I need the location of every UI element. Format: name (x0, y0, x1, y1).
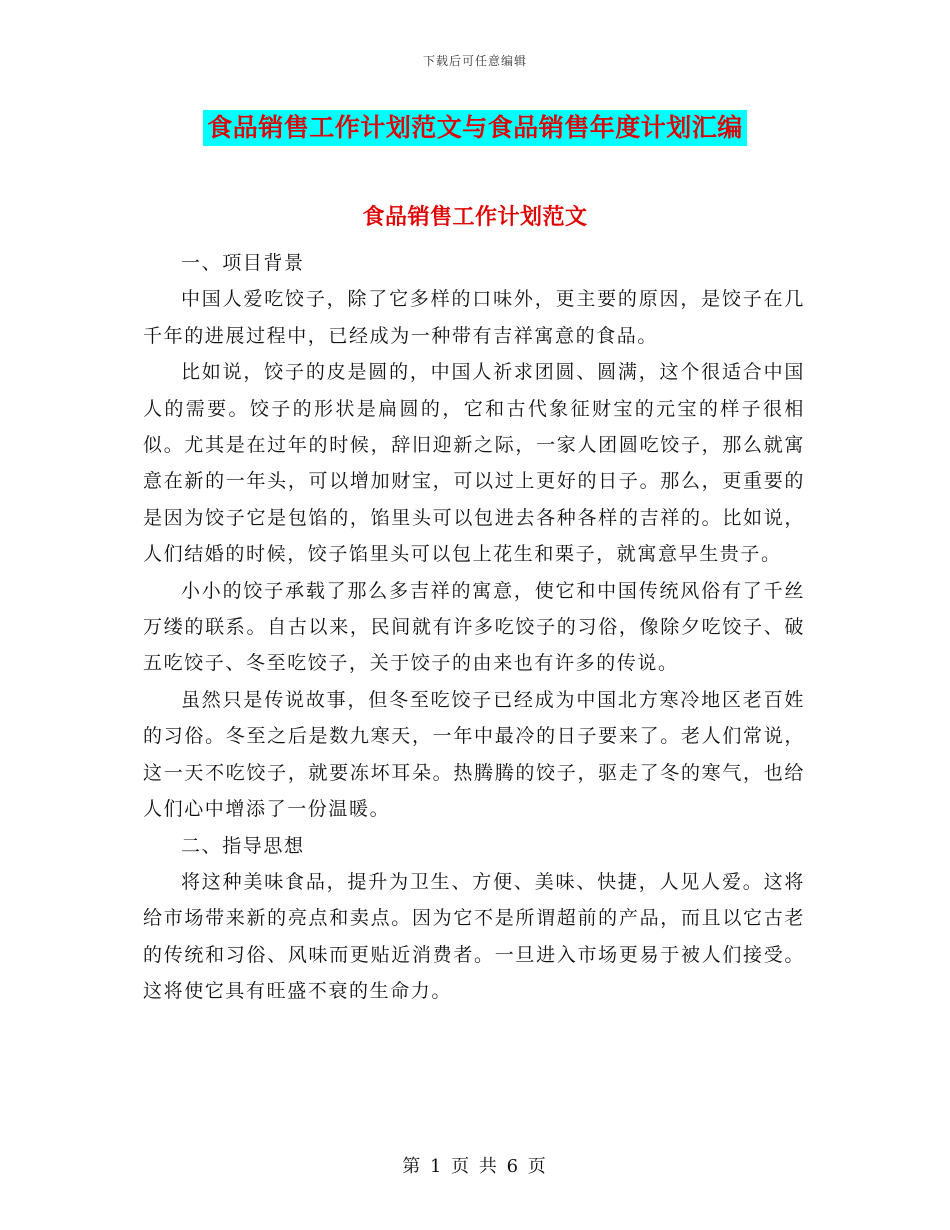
heading-guiding-ideology: 二、指导思想 (181, 834, 305, 857)
paragraph: 中国人爱吃饺子，除了它多样的口味外，更主要的原因，是饺子在几千年的进展过程中，已经成为一种带有吉祥寓意的食品。 (143, 288, 805, 347)
heading-project-background: 一、项目背景 (181, 252, 305, 274)
document-body (143, 245, 805, 1010)
paragraph: 将这种美味食品，提升为卫生、方便、美味、快捷，人见人爱。这将给市场带来新的亮点和卖点。因为它不是所谓超前的产品，而且以它古老的传统和习俗、风味而更贴近消费者。一旦进入市场更易于被人们接受。这将使它具有旺盛不衰的生命力。 (143, 870, 805, 1003)
document-title: 食品销售工作计划范文与食品销售年度计划汇编 (203, 110, 747, 146)
paragraph: 比如说，饺子的皮是圆的，中国人祈求团圆、圆满，这个很适合中国人的需要。饺子的形状是扁圆的，它和古代象征财宝的元宝的样子很相似。尤其是在过年的时候，辞旧迎新之际，一家人团圆吃饺子，那么就寓意在新的一年头，可以增加财宝，可以过上更好的日子。那么，更重要的是因为饺子它是包馅的，馅里头可以包进去各种各样的吉祥的。比如说，人们结婚的时候，饺子馅里头可以包上花生和栗子，就寓意早生贵子。 (143, 361, 805, 566)
document-title-container (0, 110, 950, 146)
paragraph: 小小的饺子承载了那么多吉祥的寓意，使它和中国传统风俗有了千丝万缕的联系。自古以来，民间就有许多吃饺子的习俗，像除夕吃饺子、破五吃饺子、冬至吃饺子，关于饺子的由来也有许多的传说。 (143, 579, 805, 675)
page-header-note: 下载后可任意编辑 (422, 54, 527, 68)
paragraph: 虽然只是传说故事，但冬至吃饺子已经成为中国北方寒冷地区老百姓的习俗。冬至之后是数九寒天，一年中最冷的日子要来了。老人们常说，这一天不吃饺子，就要冻坏耳朵。热腾腾的饺子，驱走了冬的寒气，也给人们心中增添了一份温暖。 (143, 688, 805, 821)
page-footer-number: 第 1 页 共 6 页 (402, 1156, 548, 1177)
section-title: 食品销售工作计划范文 (362, 205, 588, 230)
